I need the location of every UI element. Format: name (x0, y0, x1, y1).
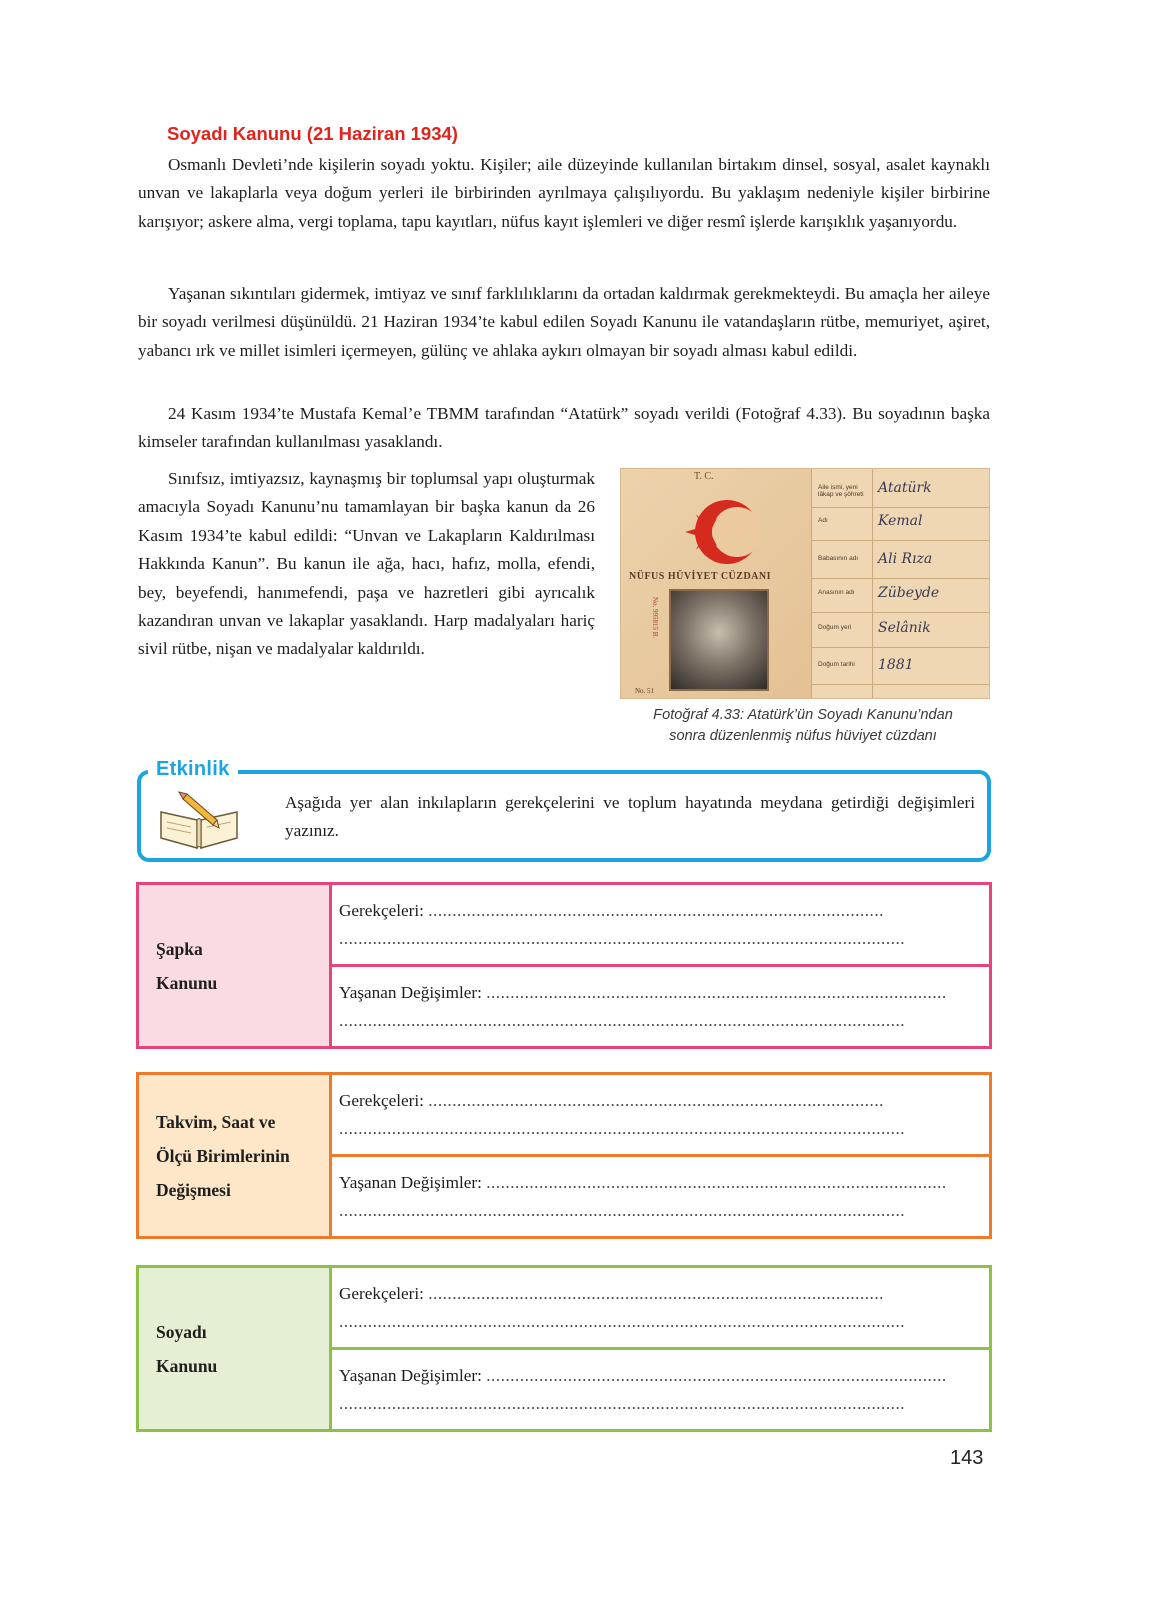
id-row: Doğum yeri Selânik (812, 614, 990, 648)
id-card-right-page (811, 469, 990, 698)
table-sapka-kanunu (136, 882, 992, 1049)
paragraph-2: Yaşanan sıkıntıları gidermek, imtiyaz ve sınıf farklılıklarını da ortadan kaldırmak gerekmekteydi. Bu amaçla her aileye bir soyadı verilmesi düşünüldü. 21 Haziran 1934’te kabul edilen Soyadı Kanunu ile vatandaşların rütbe, memuriyet, aşiret, yabancı ırk ve millet isimleri içermeyen, gülünç ve ahlaka aykırı olmayan bir soyadı alması kabul edildi. (138, 284, 990, 360)
id-row: Adı Kemal (812, 507, 990, 541)
reasons-field[interactable]: Gerekçeleri: ............................................................................................... ...................................................................................................................... (339, 1284, 906, 1331)
crescent-star-icon (659, 494, 769, 569)
id-row: Doğum tarihi 1881 (812, 651, 990, 685)
paragraph-4: Sınıfsız, imtiyazsız, kaynaşmış bir toplumsal yapı oluşturmak amacıyla Soyadı Kanunu’nu tamamlayan bir başka kanun da 26 Kasım 1934’te kabul edildi: “Unvan ve Lakapların Kaldırılması Hakkında Kanun”. Bu kanun ile ağa, hacı, hafız, molla, efendi, bey, beyefendi, hanımefendi, paşa ve hazretleri gibi ayrıcalık kazandıran unvan ve lakaplar yasaklandı. Harp madalyaları hariç sivil rütbe, nişan ve madalyalar kaldırıldı. (138, 469, 595, 659)
paragraph-3: 24 Kasım 1934’te Mustafa Kemal’e TBMM tarafından “Atatürk” soyadı verildi (Fotoğraf 4.33). Bu soyadının başka kimseler tarafından kullanılması yasaklandı. (138, 404, 990, 452)
reasons-field[interactable]: Gerekçeleri: ............................................................................................... ...................................................................................................................... (339, 901, 906, 948)
id-card-tc: T. C. (694, 471, 714, 482)
section-title: Soyadı Kanunu (21 Haziran 1934) (167, 123, 458, 144)
id-row: Anasının adı Zübeyde (812, 579, 990, 613)
id-card-stamp: No. 995815 B. (651, 597, 659, 639)
changes-field[interactable]: Yaşanan Değişimler: ................................................................................................ ...................................................................................................................... (332, 1154, 989, 1236)
id-row: Aile ismi, yeni lâkap ve şöhreti Atatürk (812, 474, 990, 508)
paragraph-1: Osmanlı Devleti’nde kişilerin soyadı yoktu. Kişiler; aile düzeyinde kullanılan birtakım dinsel, sosyal, asalet kaynaklı unvan ve lakaplarla veya doğum yerleri ile birbirinden ayrılmaya çalışılıyordu. Bu yaklaşım nedeniyle kişiler birbirine karışıyor; askere alma, vergi toplama, tapu kayıtları, nüfus kayıt işlemleri ve diğer resmî işlerde karışıklık yaşanıyordu. (138, 155, 990, 231)
open-book-pencil-icon (157, 790, 241, 850)
activity-text: Aşağıda yer alan inkılapların gerekçelerini ve toplum hayatında meydana getirdiği değişimleri yazınız. (285, 793, 975, 841)
table-soyadi-kanunu (136, 1265, 992, 1432)
id-card-left-page (621, 469, 811, 698)
table-head: Şapka Kanunu (139, 885, 332, 1046)
id-card-photo (620, 468, 990, 699)
changes-field[interactable]: Yaşanan Değişimler: ................................................................................................ ...................................................................................................................... (332, 1347, 989, 1429)
activity-label: Etkinlik (148, 758, 238, 781)
id-row: Babasının adı Ali Rıza (812, 545, 990, 579)
table-head: Soyadı Kanunu (139, 1268, 332, 1429)
photo-caption: Fotoğraf 4.33: Atatürk’ün Soyadı Kanunu’ndan sonra düzenlenmiş nüfus hüviyet cüzdanı (653, 707, 953, 744)
id-card-number: No. 51 (635, 687, 655, 695)
page-number: 143 (950, 1447, 984, 1469)
table-head: Takvim, Saat ve Ölçü Birimlerinin Değişmesi (139, 1075, 332, 1236)
portrait-image (669, 589, 769, 691)
id-card-title: NÜFUS HÜVİYET CÜZDANI (629, 571, 771, 582)
table-takvim-saat-olcu (136, 1072, 992, 1239)
changes-field[interactable]: Yaşanan Değişimler: ................................................................................................ ...................................................................................................................... (332, 964, 989, 1046)
reasons-field[interactable]: Gerekçeleri: ............................................................................................... ...................................................................................................................... (339, 1091, 906, 1138)
